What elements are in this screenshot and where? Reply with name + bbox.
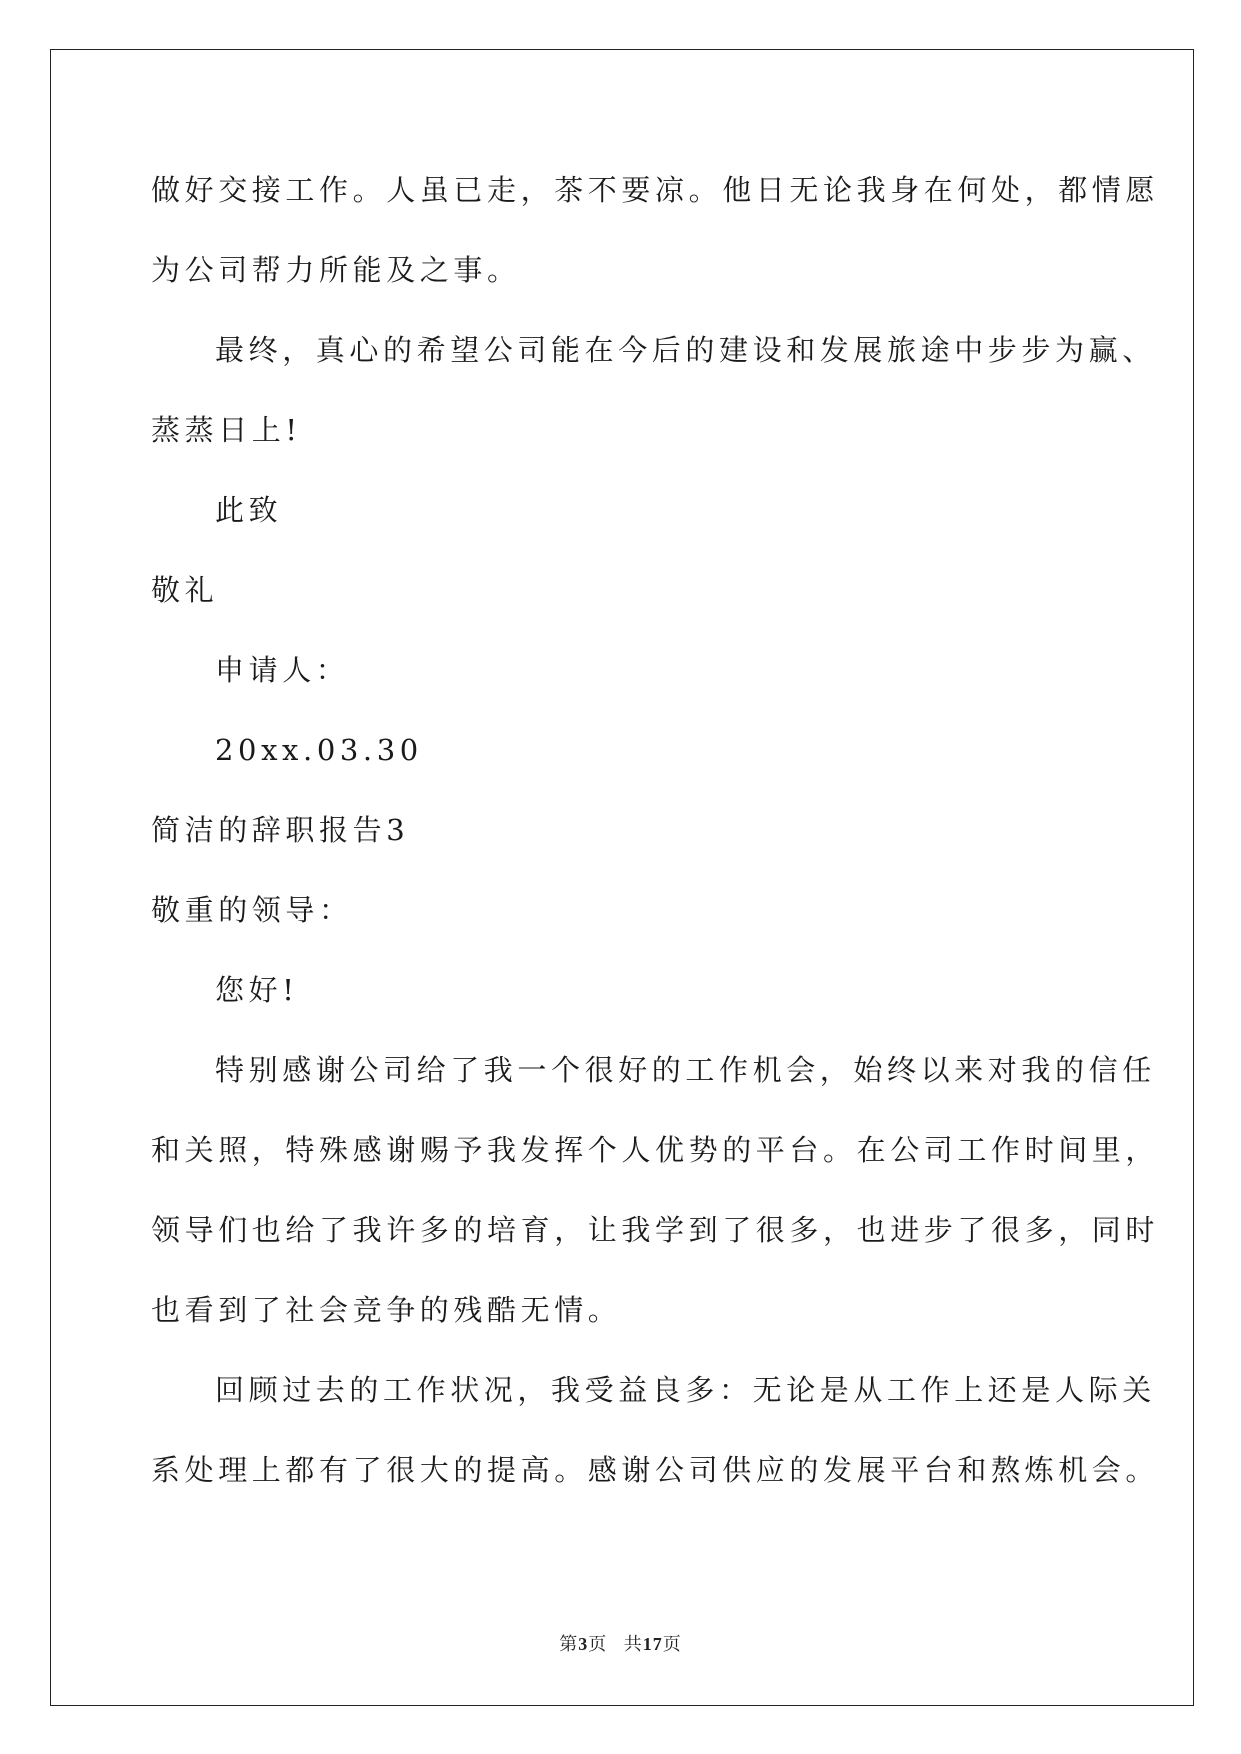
paragraph-line: 为公司帮力所能及之事。 [151, 253, 521, 287]
greeting: 您好! [215, 973, 299, 1007]
page-prefix: 第 [559, 1634, 579, 1654]
page-number: 3 [578, 1634, 589, 1654]
closing-salutation: 此致 [215, 493, 283, 527]
total-pages: 17 [642, 1634, 663, 1654]
paragraph-line: 和关照，特殊感谢赐予我发挥个人优势的平台。在公司工作时间里， [151, 1133, 1160, 1167]
paragraph-line: 系处理上都有了很大的提高。感谢公司供应的发展平台和熬炼机会。 [151, 1453, 1160, 1487]
section-title: 简洁的辞职报告3 [151, 813, 410, 847]
page-suffix: 页 [588, 1634, 608, 1654]
paragraph-line: 蒸蒸日上! [151, 413, 302, 447]
total-prefix: 共 [623, 1634, 643, 1654]
paragraph-line: 特别感谢公司给了我一个很好的工作机会，始终以来对我的信任 [215, 1053, 1156, 1087]
page-footer [0, 1630, 1241, 1656]
date-line: 20xx.03.30 [215, 733, 423, 767]
total-suffix: 页 [662, 1634, 682, 1654]
paragraph-line: 回顾过去的工作状况，我受益良多：无论是从工作上还是人际关 [215, 1373, 1156, 1407]
closing-regards: 敬礼 [151, 573, 219, 607]
applicant-label: 申请人： [215, 653, 350, 687]
paragraph-line: 也看到了社会竞争的残酷无情。 [151, 1293, 622, 1327]
paragraph-line: 做好交接工作。人虽已走，茶不要凉。他日无论我身在何处，都情愿 [151, 173, 1160, 207]
paragraph-line: 最终，真心的希望公司能在今后的建设和发展旅途中步步为赢、 [215, 333, 1156, 367]
greeting-recipient: 敬重的领导： [151, 893, 353, 927]
paragraph-line: 领导们也给了我许多的培育，让我学到了很多，也进步了很多，同时 [151, 1213, 1160, 1247]
